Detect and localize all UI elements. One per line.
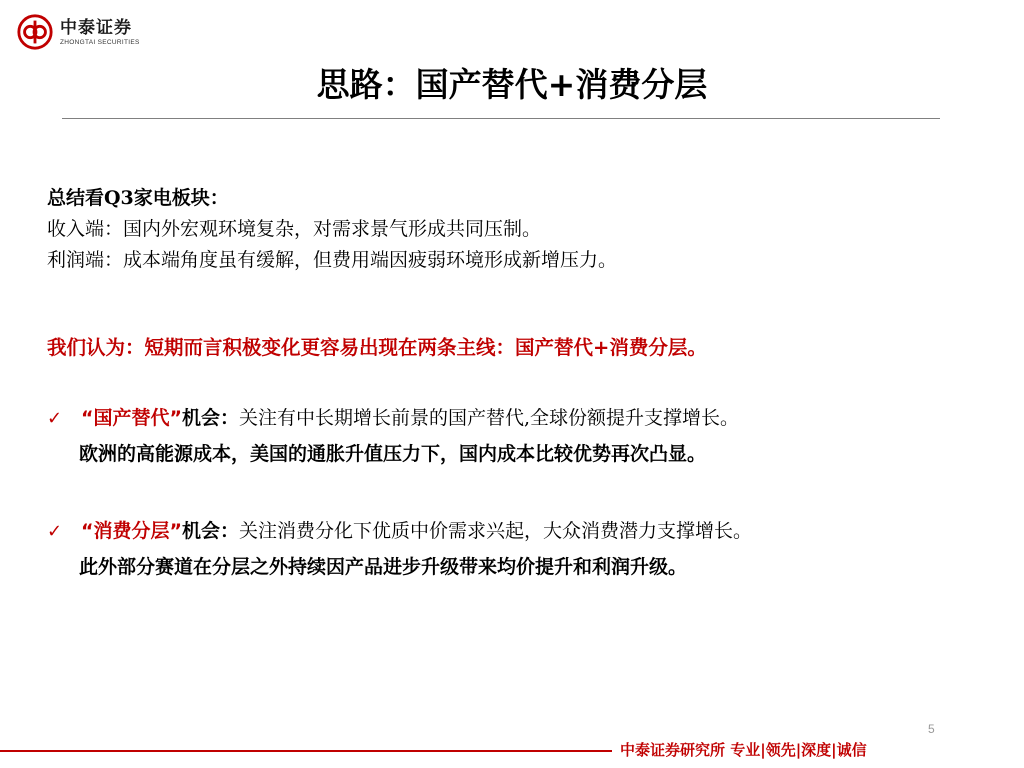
summary-heading: 总结看Q3家电板块： (47, 187, 229, 209)
company-logo (16, 10, 140, 54)
page-title: 思路：国产替代+消费分层 (316, 65, 708, 104)
opportunity-label-quoted: “国产替代” (81, 407, 182, 429)
summary-profit-line: 利润端：成本端角度虽有缓解，但费用端因疲弱环境形成新增压力。 (47, 249, 618, 271)
opportunity-label (81, 402, 239, 434)
footer-divider (0, 750, 612, 752)
page-number: 5 (928, 722, 935, 736)
opportunity-label (81, 515, 239, 547)
view-section (47, 332, 1007, 363)
summary-section (47, 183, 1007, 276)
opportunity-detail: 此外部分赛道在分层之外持续因产品进步升级带来均价提升和利润升级。 (79, 556, 688, 578)
opportunity-label-quoted: “消费分层” (81, 520, 182, 542)
company-logo-icon (16, 13, 54, 51)
logo-name-cn: 中泰证券 (60, 17, 132, 38)
opportunity-detail: 欧洲的高能源成本，美国的通胀升值压力下，国内成本比较优势再次凸显。 (79, 443, 707, 465)
logo-name-en: ZHONGTAI SECURITIES (60, 38, 140, 46)
opportunity-description: 关注消费分化下优质中价需求兴起，大众消费潜力支撑增长。 (239, 520, 753, 542)
opportunity-domestic-substitution (47, 402, 1017, 474)
title-divider (62, 118, 940, 119)
view-statement: 我们认为：短期而言积极变化更容易出现在两条主线：国产替代+消费分层。 (47, 336, 707, 359)
footer-slogan: 中泰证券研究所 专业|领先|深度|诚信 (620, 741, 867, 759)
opportunity-consumption-tiering (47, 515, 1017, 587)
opportunity-label-suffix: 机会： (181, 520, 239, 542)
opportunity-description: 关注有中长期增长前景的国产替代,全球份额提升支撑增长。 (239, 407, 740, 429)
check-icon: ✓ (47, 408, 63, 429)
summary-revenue-line: 收入端：国内外宏观环境复杂，对需求景气形成共同压制。 (47, 218, 542, 240)
check-icon: ✓ (47, 521, 63, 542)
opportunity-label-suffix: 机会： (181, 407, 239, 429)
